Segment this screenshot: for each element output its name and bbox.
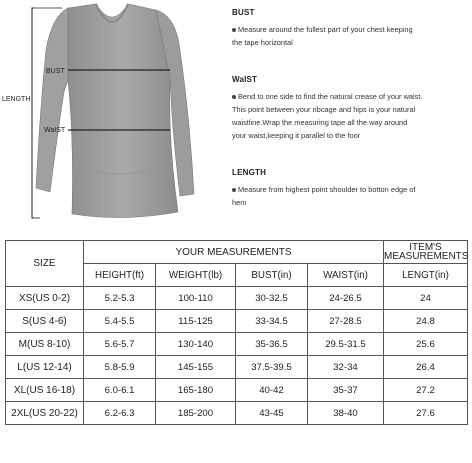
- length-title: LENGTH: [232, 168, 267, 177]
- waist-cell: 29.5-31.5: [308, 333, 384, 356]
- waist-title: WaIST: [232, 75, 258, 84]
- bullet-icon: [232, 188, 236, 192]
- size-chart-table: [5, 240, 468, 425]
- size-cell: 2XL(US 20-22): [6, 402, 84, 425]
- weight-cell: 185-200: [156, 402, 236, 425]
- length-bracket: [32, 8, 34, 218]
- bust-line-1: Measure around the fullest part of your chest keeping: [238, 25, 413, 34]
- bullet-icon: [232, 28, 236, 32]
- table-row: [6, 287, 468, 310]
- length-instructions: [232, 168, 468, 209]
- waist-cell: 32-34: [308, 356, 384, 379]
- height-cell: 5.2-5.3: [84, 287, 156, 310]
- table-row: [6, 402, 468, 425]
- height-cell: 5.4-5.5: [84, 310, 156, 333]
- weight-cell: 115-125: [156, 310, 236, 333]
- waist-line-4: your waist,keeping it parallel to the foor: [232, 131, 361, 140]
- column-header: WEIGHT(lb): [156, 264, 236, 287]
- items-measurements-header: ITEM'S MEASUREMENTS: [384, 242, 469, 262]
- length-cell: 25.6: [384, 333, 468, 356]
- length-label: LENGTH: [2, 96, 31, 103]
- table-row: [6, 379, 468, 402]
- bust-line-2: the tape horizontal: [232, 38, 293, 47]
- height-cell: 6.2-6.3: [84, 402, 156, 425]
- bust-cell: 40-42: [236, 379, 308, 402]
- size-cell: M(US 8-10): [6, 333, 84, 356]
- bust-label: BUST: [46, 68, 65, 75]
- length-cell: 27.2: [384, 379, 468, 402]
- weight-cell: 145-155: [156, 356, 236, 379]
- measurement-instructions: [232, 8, 468, 235]
- shirt-diagram: [0, 0, 230, 228]
- size-cell: XS(US 0-2): [6, 287, 84, 310]
- height-cell: 5.8-5.9: [84, 356, 156, 379]
- table-row: [6, 310, 468, 333]
- bust-cell: 30-32.5: [236, 287, 308, 310]
- bust-cell: 43-45: [236, 402, 308, 425]
- waist-line-3: waistline.Wrap the measuring tape all the way around: [232, 118, 408, 127]
- size-cell: S(US 4-6): [6, 310, 84, 333]
- size-cell: XL(US 16-18): [6, 379, 84, 402]
- bust-cell: 35-36.5: [236, 333, 308, 356]
- weight-cell: 130-140: [156, 333, 236, 356]
- bust-cell: 37.5-39.5: [236, 356, 308, 379]
- bust-title: BUST: [232, 8, 255, 17]
- table-row: [6, 356, 468, 379]
- waist-cell: 38-40: [308, 402, 384, 425]
- column-header: BUST(in): [236, 264, 308, 287]
- column-header: HEIGHT(ft): [84, 264, 156, 287]
- weight-cell: 165-180: [156, 379, 236, 402]
- height-cell: 6.0-6.1: [84, 379, 156, 402]
- column-header: LENGT(in): [384, 264, 468, 287]
- your-measurements-header: YOUR MEASUREMENTS: [84, 241, 384, 264]
- size-header: SIZE: [6, 241, 84, 287]
- bullet-icon: [232, 95, 236, 99]
- length-line-1: Measure from highest point shoulder to botton edge of: [238, 185, 416, 194]
- waist-line-2: This point between your ribcage and hips is your natural: [232, 105, 416, 114]
- weight-cell: 100-110: [156, 287, 236, 310]
- length-line-2: hem: [232, 198, 247, 207]
- waist-cell: 27-28.5: [308, 310, 384, 333]
- length-cell: 26.4: [384, 356, 468, 379]
- shirt-left-sleeve: [36, 8, 68, 192]
- waist-line-1: Bend to one side to find the natural crease of your waist.: [238, 92, 423, 101]
- column-header: WAIST(in): [308, 264, 384, 287]
- length-cell: 24: [384, 287, 468, 310]
- length-cell: 27.6: [384, 402, 468, 425]
- waist-cell: 24-26.5: [308, 287, 384, 310]
- table-header-row: [6, 241, 468, 264]
- waist-label: WaIST: [44, 127, 66, 134]
- bust-cell: 33-34.5: [236, 310, 308, 333]
- waist-instructions: [232, 75, 468, 142]
- length-cell: 24.8: [384, 310, 468, 333]
- height-cell: 5.6-5.7: [84, 333, 156, 356]
- size-cell: L(US 12-14): [6, 356, 84, 379]
- waist-cell: 35-37: [308, 379, 384, 402]
- table-row: [6, 333, 468, 356]
- bust-instructions: [232, 8, 468, 49]
